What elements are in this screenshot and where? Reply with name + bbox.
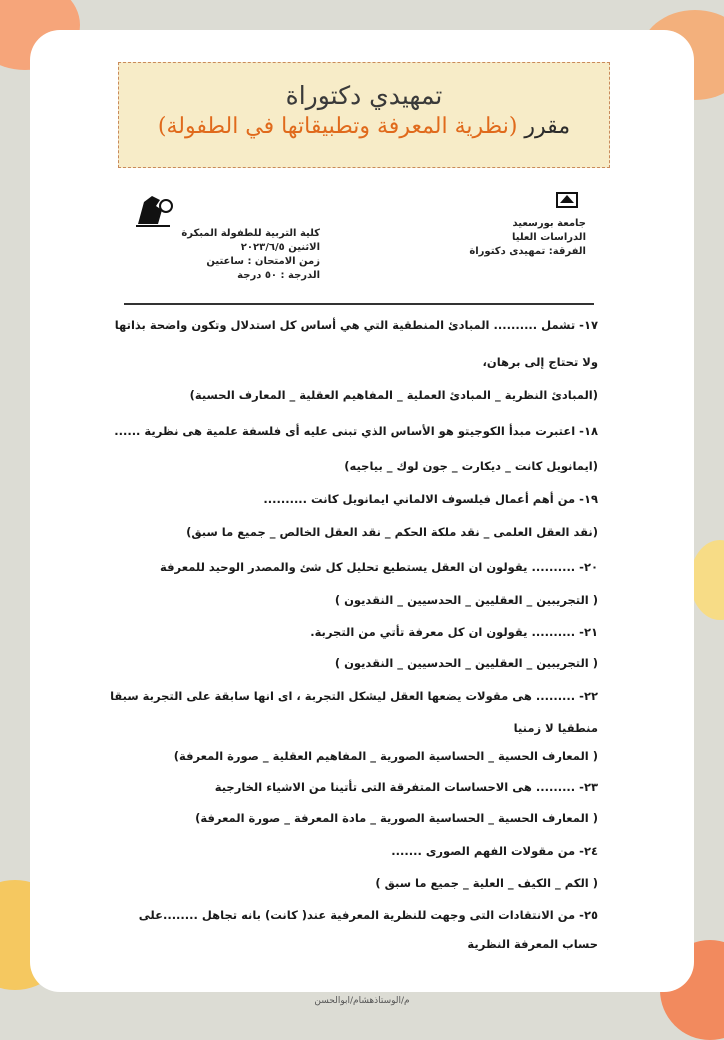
- question-options: ( الكم _ الكيف _ العلية _ جميع ما سبق ): [375, 876, 598, 890]
- question-line: ولا تحتاج إلى برهان،: [482, 355, 598, 369]
- course-title-accent: (نظرية المعرفة وتطبيقاتها في الطفولة): [157, 114, 518, 139]
- header-divider: [124, 303, 594, 305]
- question-line: ١٩- من أهم أعمال فيلسوف الالماني ايمانويل كانت ..........: [263, 492, 598, 506]
- page-title: تمهيدي دكتوراة: [285, 81, 443, 110]
- question-line: ٢٢- ......... هى مقولات يضعها العقل ليشكل التجربة ، اى انها سابقة على التجربة سبقا: [110, 689, 598, 703]
- question-line: ١٨- اعتبرت مبدأ الكوجيتو هو الأساس الذي تبنى عليه أى فلسفة علمية هى نظرية ......: [114, 424, 598, 438]
- question-options: ( المعارف الحسية _ الحساسية الصورية _ المفاهيم العقلية _ صورة المعرفة): [173, 749, 598, 763]
- faculty-logo-icon: [130, 190, 176, 230]
- decor-blob-mid-right: [690, 540, 724, 620]
- question-options: ( التجريبين _ العقليين _ الحدسيين _ النقديون ): [334, 656, 598, 670]
- header-right-line: الدراسات العليا: [511, 232, 586, 243]
- header-right-line: جامعة بورسعيد: [512, 218, 586, 229]
- question-line: حساب المعرفة النظرية: [467, 937, 598, 951]
- question-options: ( التجريبين _ العقليين _ الحدسيين _ النقديون ): [334, 593, 598, 607]
- course-title-prefix: مقرر: [524, 114, 571, 139]
- course-title: [119, 114, 609, 139]
- author-credit: م/الوستاذهشام/ابوالحسن: [314, 996, 410, 1006]
- question-line: ١٧- تشمل .......... المبادئ المنطقية التي هي أساس كل استدلال وتكون واضحة بذاتها: [114, 318, 598, 332]
- question-line: ٢٤- من مقولات الفهم الصورى .......: [391, 844, 598, 858]
- header-right-info: [456, 217, 586, 259]
- exam-header: [120, 185, 610, 295]
- question-line: ٢٣- ......... هى الاحساسات المتفرقة التى تأتينا من الاشياء الخارجية: [214, 780, 598, 794]
- header-left-line: زمن الامتحان : ساعتين: [206, 256, 320, 267]
- header-left-line: كلية التربية للطفولة المبكرة: [181, 228, 320, 239]
- question-options: (ايمانويل كانت _ ديكارت _ جون لوك _ بياجيه): [344, 459, 598, 473]
- question-line: منطقيا لا زمنيا: [513, 721, 598, 735]
- header-left-line: الاثنين ٢٠٢٣/٦/٥: [240, 242, 320, 253]
- question-line: ٢٠- .......... يقولون ان العقل يستطيع تحليل كل شئ والمصدر الوحيد للمعرفة: [160, 560, 598, 574]
- question-options: (المبادئ النظرية _ المبادئ العملية _ المفاهيم العقلية _ المعارف الحسية): [189, 388, 598, 402]
- question-options: (نقد العقل العلمى _ نقد ملكة الحكم _ نقد العقل الخالص _ جميع ما سبق): [186, 525, 598, 539]
- question-options: ( المعارف الحسية _ الحساسية الصورية _ مادة المعرفة _ صورة المعرفة): [195, 811, 598, 825]
- header-right-line: الفرقة: تمهيدى دكتوراة: [469, 246, 586, 257]
- question-line: ٢٥- من الانتقادات التى وجهت للنظرية المعرفية عند( كانت) بانه تجاهل ........على: [138, 908, 598, 922]
- header-left-line: الدرجة : ٥٠ درجة: [237, 270, 320, 281]
- title-box: [118, 62, 610, 168]
- question-line: ٢١- .......... يقولون ان كل معرفة تأتي من التجربة.: [310, 625, 598, 639]
- header-left-info: [140, 227, 320, 283]
- university-logo-icon: [554, 189, 580, 211]
